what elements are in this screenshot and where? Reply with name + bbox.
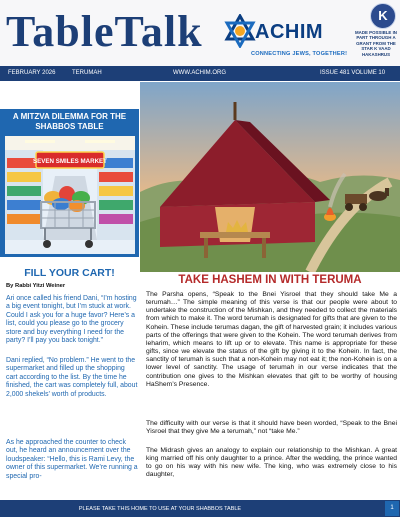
article-paragraph-1: The Parsha opens, “Speak to the Bnei Yisroel that they should take Me a terumah…” The simple meaning of this verse is that our people were about to undertake the construction of the Mishkan, and they needed to collect the materials from which to make it. The word terumah is designated for gifts that are given to the Kohein. These include terumas dagan, the gift of harvested grain; it includes various parts of the offerings that were given to the Kohein. The word terumah derives from leharim, which means to lift up or to elevate. This name is appropriate for these gifts, since we elevate the status of the gift by giving it to the Kohein. In fact, the sanctity of terumah is such that a non-Kohein may not eat it; the non-Kohein is on a lower level of sanctity. The usage of terumah in our verse indicates that the contribution one gives to the Mishkan elevates that gift to be worthy of housing HaShem’s Presence. [146, 291, 397, 388]
story-author: By Rabbi Yitzi Weiner [6, 283, 66, 289]
supermarket-illustration [5, 136, 135, 254]
seal-letter: K [378, 8, 388, 23]
issue-date: FEBRUARY 2026 [8, 70, 56, 76]
website-link[interactable]: WWW.ACHIM.ORG [173, 70, 226, 76]
parsha-name: TERUMAH [72, 70, 102, 76]
footer-bar [0, 500, 400, 517]
article-paragraph-3: The Midrash gives an analogy to explain our relationship to the Mishkan. A great king married off his only daughter to a prince. After the wedding, the prince wanted to go on his way with his new wife. The king, who was extremely close to his daughter, [146, 447, 397, 479]
mitzva-dilemma-heading: A MITZVA DILEMMA FOR THE SHABBOS TABLE [12, 112, 127, 131]
star-k-seal-icon [370, 3, 396, 29]
story-paragraph-2: Dani replied, “No problem.” He went to the supermarket and filled up the shopping cart according to the list. By the time he finished, the cart was completely full, about 2,000 shekels’ worth of products. [6, 357, 138, 398]
article-title: TAKE HASHEM IN WITH TERUMA [178, 274, 362, 286]
page-number: 1 [385, 501, 399, 516]
footer-text: PLEASE TAKE THIS HOME TO USE AT YOUR SHABBOS TABLE [78, 506, 242, 512]
mishkan-tent-illustration [140, 82, 400, 272]
article-paragraph-2: The difficulty with our verse is that it should have been worded, “Speak to the Bnei Yisroel that they give Me a terumah,” not “take Me.” [146, 420, 397, 436]
store-sign-text: SEVEN SMILES MARKET [33, 158, 107, 165]
achim-wordmark: ACHIM [255, 21, 324, 43]
story-paragraph-1: Ari once called his friend Dani, “I’m hosting a big event tonight, but I’m stuck at work. Could I ask you for a huge favor? Here’s a list, could you please go to the grocery store and buy everything I need for the party? I’ll pay you back tonight.” [6, 295, 137, 345]
issue-number: ISSUE 481 VOLUME 10 [320, 70, 386, 76]
achim-tagline: CONNECTING JEWS, TOGETHER! [251, 51, 348, 57]
star-of-david-icon [223, 14, 257, 48]
story-paragraph-3: As he approached the counter to check out, he heard an announcement over the loudspeaker: “Hello, this is Rami Levy, the owner of this supermarket. We’re running a special pro- [6, 439, 138, 480]
story-title: FILL YOUR CART! [24, 267, 115, 279]
achim-logo[interactable] [223, 14, 373, 62]
sponsor-credit: MADE POSSIBLE IN PART THROUGH A GRANT FROM THE STAR K VAAD HAKASHRUS [355, 30, 397, 57]
newsletter-title: TableTalk [6, 7, 203, 56]
issue-info-bar [0, 66, 400, 81]
